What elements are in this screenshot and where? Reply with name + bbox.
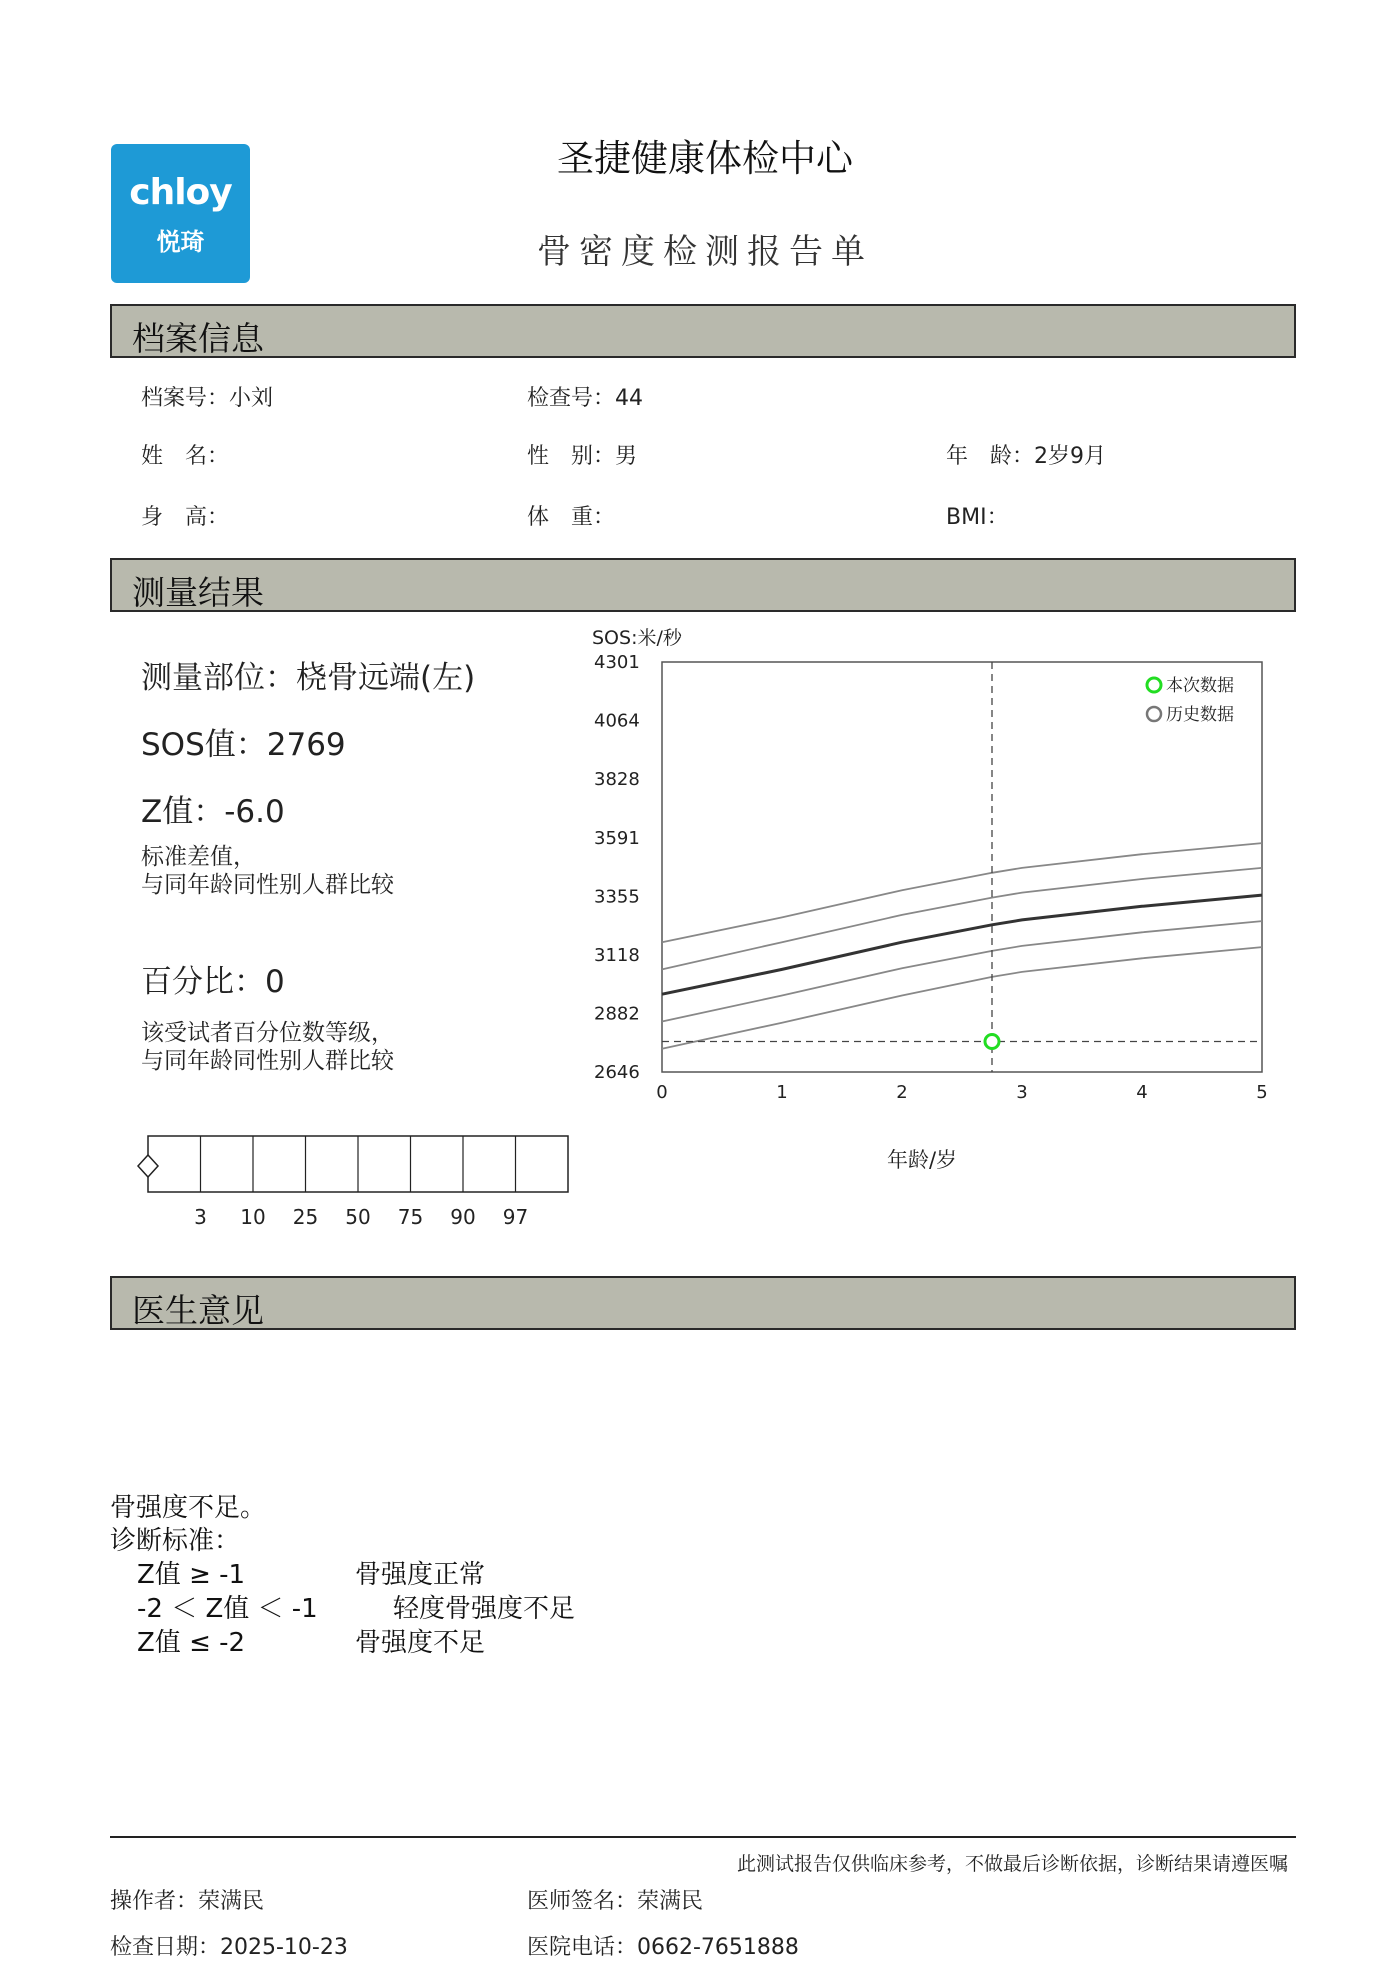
criteria-result: 骨强度不足 <box>355 1628 486 1658</box>
patient-bmi: BMI： <box>946 505 1009 530</box>
exam-number: 检查号：44 <box>527 386 643 411</box>
percentile-scale <box>130 1126 580 1226</box>
x-tick-labels <box>656 1082 1267 1103</box>
section-archive-header <box>110 304 1296 358</box>
patient-gender: 性 别：男 <box>527 444 638 469</box>
x-tick-label: 0 <box>656 1082 668 1103</box>
criteria-condition: Z值 ≥ -1 <box>137 1560 246 1590</box>
percentile-tick-label: 97 <box>502 1205 529 1226</box>
legend-history-label: 历史数据 <box>1166 705 1234 725</box>
patient-weight: 体 重： <box>527 505 616 530</box>
percentile-tick-label: 75 <box>397 1205 424 1226</box>
logo-text-cn: 悦琦 <box>156 228 205 256</box>
percentile-tick-labels <box>194 1205 528 1226</box>
x-tick-label: 4 <box>1136 1082 1148 1103</box>
patient-height: 身 高： <box>141 505 230 530</box>
x-tick-label: 5 <box>1256 1082 1268 1103</box>
center-title: 圣捷健康体检中心 <box>557 137 853 180</box>
section-title: 医生意见 <box>132 1291 264 1330</box>
reference-curve <box>662 843 1262 942</box>
doctor-signature: 医师签名：荣满民 <box>527 1889 704 1914</box>
hospital-phone: 医院电话：0662-7651888 <box>527 1935 799 1960</box>
chart-legend <box>1147 676 1234 725</box>
logo-text-en: chloy <box>129 172 232 213</box>
section-doctor-header <box>110 1276 1296 1330</box>
sos-chart <box>580 622 1280 1182</box>
footer-divider <box>110 1836 1296 1838</box>
percentile-tick-label: 90 <box>450 1205 476 1226</box>
y-tick-label: 3591 <box>594 827 640 849</box>
measure-site: 测量部位：桡骨远端(左) <box>141 660 476 696</box>
operator: 操作者：荣满民 <box>110 1889 265 1914</box>
x-tick-label: 3 <box>1016 1082 1028 1103</box>
percent-note-line-1: 该受试者百分位数等级， <box>141 1020 394 1046</box>
percentile-cells <box>148 1136 568 1192</box>
z-note <box>141 843 394 899</box>
legend-current-label: 本次数据 <box>1166 676 1234 696</box>
section-title: 测量结果 <box>132 573 264 612</box>
sos-value: SOS值：2769 <box>141 727 346 763</box>
criteria-title: 诊断标准： <box>110 1526 241 1556</box>
report-title: 骨密度检测报告单 <box>537 232 873 272</box>
percentile-tick-label: 10 <box>240 1205 266 1226</box>
archive-number: 档案号：小刘 <box>141 386 274 411</box>
current-data-point <box>985 1035 999 1049</box>
current-point-group <box>985 1035 999 1049</box>
y-tick-label: 3118 <box>594 945 640 967</box>
y-axis-label: SOS:米/秒 <box>592 627 682 649</box>
section-title: 档案信息 <box>132 319 264 358</box>
y-tick-label: 3355 <box>594 886 640 908</box>
section-measure-header <box>110 558 1296 612</box>
criteria-result: 骨强度正常 <box>355 1560 486 1590</box>
percent-value: 百分比：0 <box>141 964 285 1000</box>
x-tick-label: 2 <box>896 1082 908 1103</box>
y-tick-label: 4301 <box>594 652 640 673</box>
z-value: Z值：-6.0 <box>141 794 285 830</box>
current-data-legend-icon <box>1147 678 1161 692</box>
percentile-tick-label: 3 <box>194 1205 207 1226</box>
history-data-legend-icon <box>1147 707 1161 721</box>
y-tick-label: 4064 <box>594 710 640 732</box>
criteria-condition: -2 ＜ Z值 ＜ -1 <box>137 1594 318 1624</box>
reference-curves <box>662 843 1262 1049</box>
reference-curve <box>662 868 1262 970</box>
y-tick-label: 2646 <box>594 1062 640 1083</box>
percentile-tick-label: 50 <box>345 1205 371 1226</box>
patient-age: 年 龄：2岁9月 <box>946 444 1106 469</box>
y-tick-labels <box>594 652 640 1083</box>
y-tick-label: 3828 <box>594 769 640 791</box>
criteria-result: 轻度骨强度不足 <box>393 1594 576 1624</box>
disclaimer: 此测试报告仅供临床参考，不做最后诊断依据，诊断结果请遵医嘱 <box>736 1853 1288 1875</box>
diagnosis-conclusion: 骨强度不足。 <box>110 1493 267 1523</box>
percentile-tick-label: 25 <box>292 1205 319 1226</box>
reference-curve <box>662 921 1262 1021</box>
logo <box>111 144 250 283</box>
x-axis-label: 年龄/岁 <box>886 1148 958 1172</box>
exam-date: 检查日期：2025-10-23 <box>110 1935 348 1960</box>
reference-curve <box>662 947 1262 1049</box>
y-tick-label: 2882 <box>594 1003 640 1025</box>
x-tick-label: 1 <box>776 1082 788 1103</box>
patient-name: 姓 名： <box>141 444 230 469</box>
reference-curve <box>662 895 1262 994</box>
percent-note <box>141 1019 394 1075</box>
z-note-line-1: 标准差值， <box>141 844 256 870</box>
z-note-line-2: 与同年龄同性别人群比较 <box>141 872 394 898</box>
percent-note-line-2: 与同年龄同性别人群比较 <box>141 1048 394 1074</box>
criteria-condition: Z值 ≤ -2 <box>137 1628 246 1658</box>
